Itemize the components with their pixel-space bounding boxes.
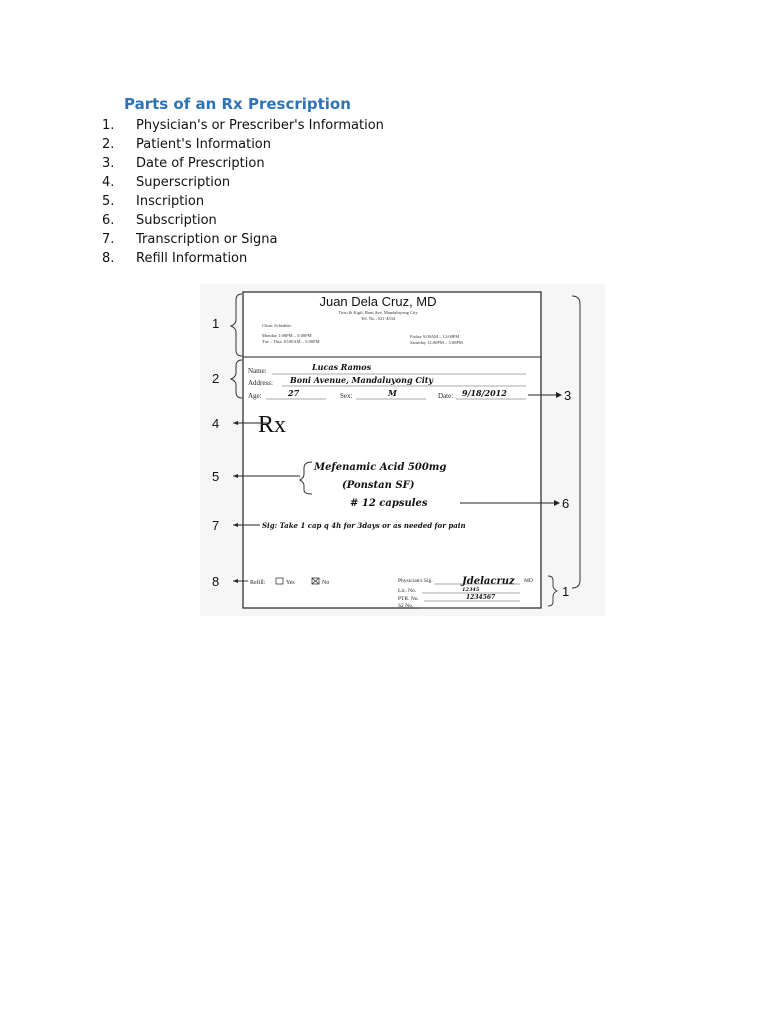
sig-suffix: MD (524, 578, 533, 584)
list-text: Date of Prescription (136, 156, 265, 171)
lic-value: 12345 (462, 587, 480, 593)
patient-sex: M (388, 388, 397, 398)
schedule-saturday: Saturday 12:00PM – 3:00PM (410, 340, 463, 345)
clinic-tel: Tel. No.: 521-4534 (360, 316, 396, 321)
list-number: 3. (102, 156, 115, 171)
list-text: Physician's or Prescriber's Information (136, 118, 384, 133)
list-text: Inscription (136, 194, 205, 209)
patient-age: 27 (288, 388, 300, 398)
schedule-friday: Friday 9:00AM – 12:00PM (410, 334, 460, 339)
list-text: Transcription or Signa (136, 232, 278, 247)
callout-6: 6 (562, 496, 570, 511)
list-number: 4. (102, 175, 115, 190)
prescription-figure (200, 284, 605, 616)
s2-label: S2 No. (398, 603, 414, 609)
sex-label: Sex: (340, 392, 353, 400)
ptr-label: PTR. No. (398, 596, 419, 602)
list-number: 1. (102, 118, 115, 133)
callout-7: 7 (212, 518, 220, 533)
age-label: Age: (248, 392, 262, 400)
physician-signature: Jdelacruz (462, 576, 515, 587)
list-text: Subscription (136, 213, 217, 228)
callout-2: 2 (212, 371, 220, 386)
prescription-date: 9/18/2012 (462, 388, 507, 398)
refill-yes-label: Yes (286, 580, 295, 586)
rx-symbol: Rx (258, 412, 287, 438)
list-number: 8. (102, 251, 115, 266)
doctor-name: Juan Dela Cruz, MD (319, 294, 437, 309)
drug-name: Mefenamic Acid 500mg (314, 462, 447, 473)
schedule-label: Clinic Schedule: (262, 323, 292, 328)
list-number: 6. (102, 213, 115, 228)
refill-label: Refill: (250, 580, 266, 586)
schedule-monday: Monday 1:00PM – 5:00PM (262, 333, 312, 338)
refill-no-label: No (322, 580, 330, 586)
physician-sig-label: Physician's Sig. (398, 578, 433, 584)
callout-1-top: 1 (212, 316, 220, 331)
list-text: Superscription (136, 175, 231, 190)
drug-brand: (Ponstan SF) (342, 480, 415, 491)
list-text: Refill Information (136, 251, 248, 266)
patient-address: Boni Avenue, Mandaluyong City (290, 375, 434, 385)
list-number: 2. (102, 137, 115, 152)
address-label: Address: (248, 379, 273, 387)
callout-5: 5 (212, 469, 220, 484)
callout-8: 8 (212, 574, 220, 589)
callout-3: 3 (564, 388, 572, 403)
prescription-diagram (200, 284, 605, 616)
date-label: Date: (438, 392, 454, 400)
lic-label: Lic. No. (398, 588, 417, 594)
clinic-address: Tirso & Kigil, Boni Ave, Mandaluyong City (338, 310, 418, 315)
list-text: Patient's Information (136, 137, 271, 152)
callout-1-bottom: 1 (562, 584, 570, 599)
ptr-value: 1234567 (466, 594, 496, 601)
quantity: # 12 capsules (350, 498, 428, 509)
callout-4: 4 (212, 416, 220, 431)
name-label: Name: (248, 367, 267, 375)
list-number: 7. (102, 232, 115, 247)
signa-text: Sig: Take 1 cap q 4h for 3days or as needed for pain (262, 521, 466, 530)
list-number: 5. (102, 194, 115, 209)
patient-name: Lucas Ramos (312, 362, 372, 372)
page-title: Parts of an Rx Prescription (124, 95, 351, 113)
schedule-tuesday: Tue – Thur 10:00AM – 5:00PM (262, 339, 320, 344)
